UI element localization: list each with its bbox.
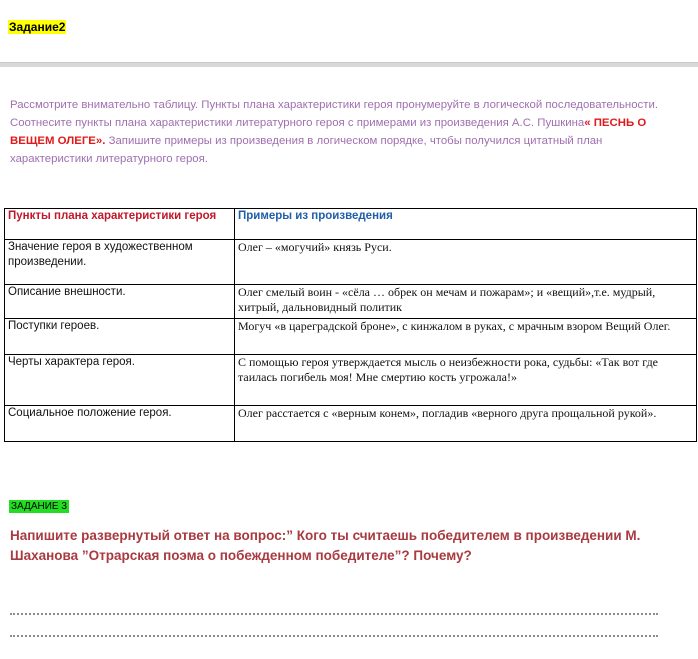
table-row — [5, 319, 697, 355]
task3-title: ЗАДАНИЕ 3 — [11, 501, 67, 512]
task3-question: Напишите развернутый ответ на вопрос:” Кого ты считаешь победителем в произведении М. Шаханова ”Отрарская поэма о побежденном победителе”? Почему? — [10, 528, 641, 563]
characteristics-table — [4, 208, 697, 442]
answer-line[interactable] — [10, 613, 658, 615]
header-examples: Примеры из произведения — [235, 209, 697, 240]
example-cell: С помощью героя утверждается мысль о неизбежности рока, судьбы: «Так вот где таилась погибель моя! Мне смертию кость угрожала!» — [235, 355, 697, 406]
instructions-text: Рассмотрите внимательно таблицу. Пункты плана характеристики героя пронумеруйте в логической последовательности. Соотнесите пункты плана характеристики литературного героя с примерами из произведения А.С. Пушкина — [10, 99, 658, 129]
task2-title: Задание2 — [9, 20, 66, 34]
table-header-row — [5, 209, 697, 240]
table-row — [5, 406, 697, 442]
answer-line[interactable] — [10, 635, 658, 637]
header-plan-points: Пункты плана характеристики героя — [5, 209, 235, 240]
plan-point-cell: Социальное положение героя. — [5, 406, 235, 442]
plan-point-cell: Поступки героев. — [5, 319, 235, 355]
work-title-highlight: « ПЕСНЬ О ВЕЩЕМ ОЛЕГЕ». — [10, 117, 647, 147]
table-row — [5, 285, 697, 319]
task2-instructions — [10, 96, 680, 168]
example-cell: Олег расстается с «верным конем», погладив «верного друга прощальной рукой». — [235, 406, 697, 442]
example-cell: Олег – «могучий» князь Руси. — [235, 240, 697, 285]
plan-point-cell: Значение героя в художественном произведении. — [5, 240, 235, 285]
table-row — [5, 355, 697, 406]
instructions-text-continued: Запишите примеры из произведения в логическом порядке, чтобы получился цитатный план характеристики литературного героя. — [10, 135, 603, 165]
plan-point-cell: Черты характера героя. — [5, 355, 235, 406]
table-row — [5, 240, 697, 285]
example-cell: Могуч «в цареградской броне», с кинжалом в руках, с мрачным взором Вещий Олег. — [235, 319, 697, 355]
section-divider — [0, 62, 698, 67]
example-cell: Олег смелый воин - «сёла … обрек он мечам и пожарам»; и «вещий»,т.е. мудрый, хитрый, дальновидный политик — [235, 285, 697, 319]
plan-point-cell: Описание внешности. — [5, 285, 235, 319]
